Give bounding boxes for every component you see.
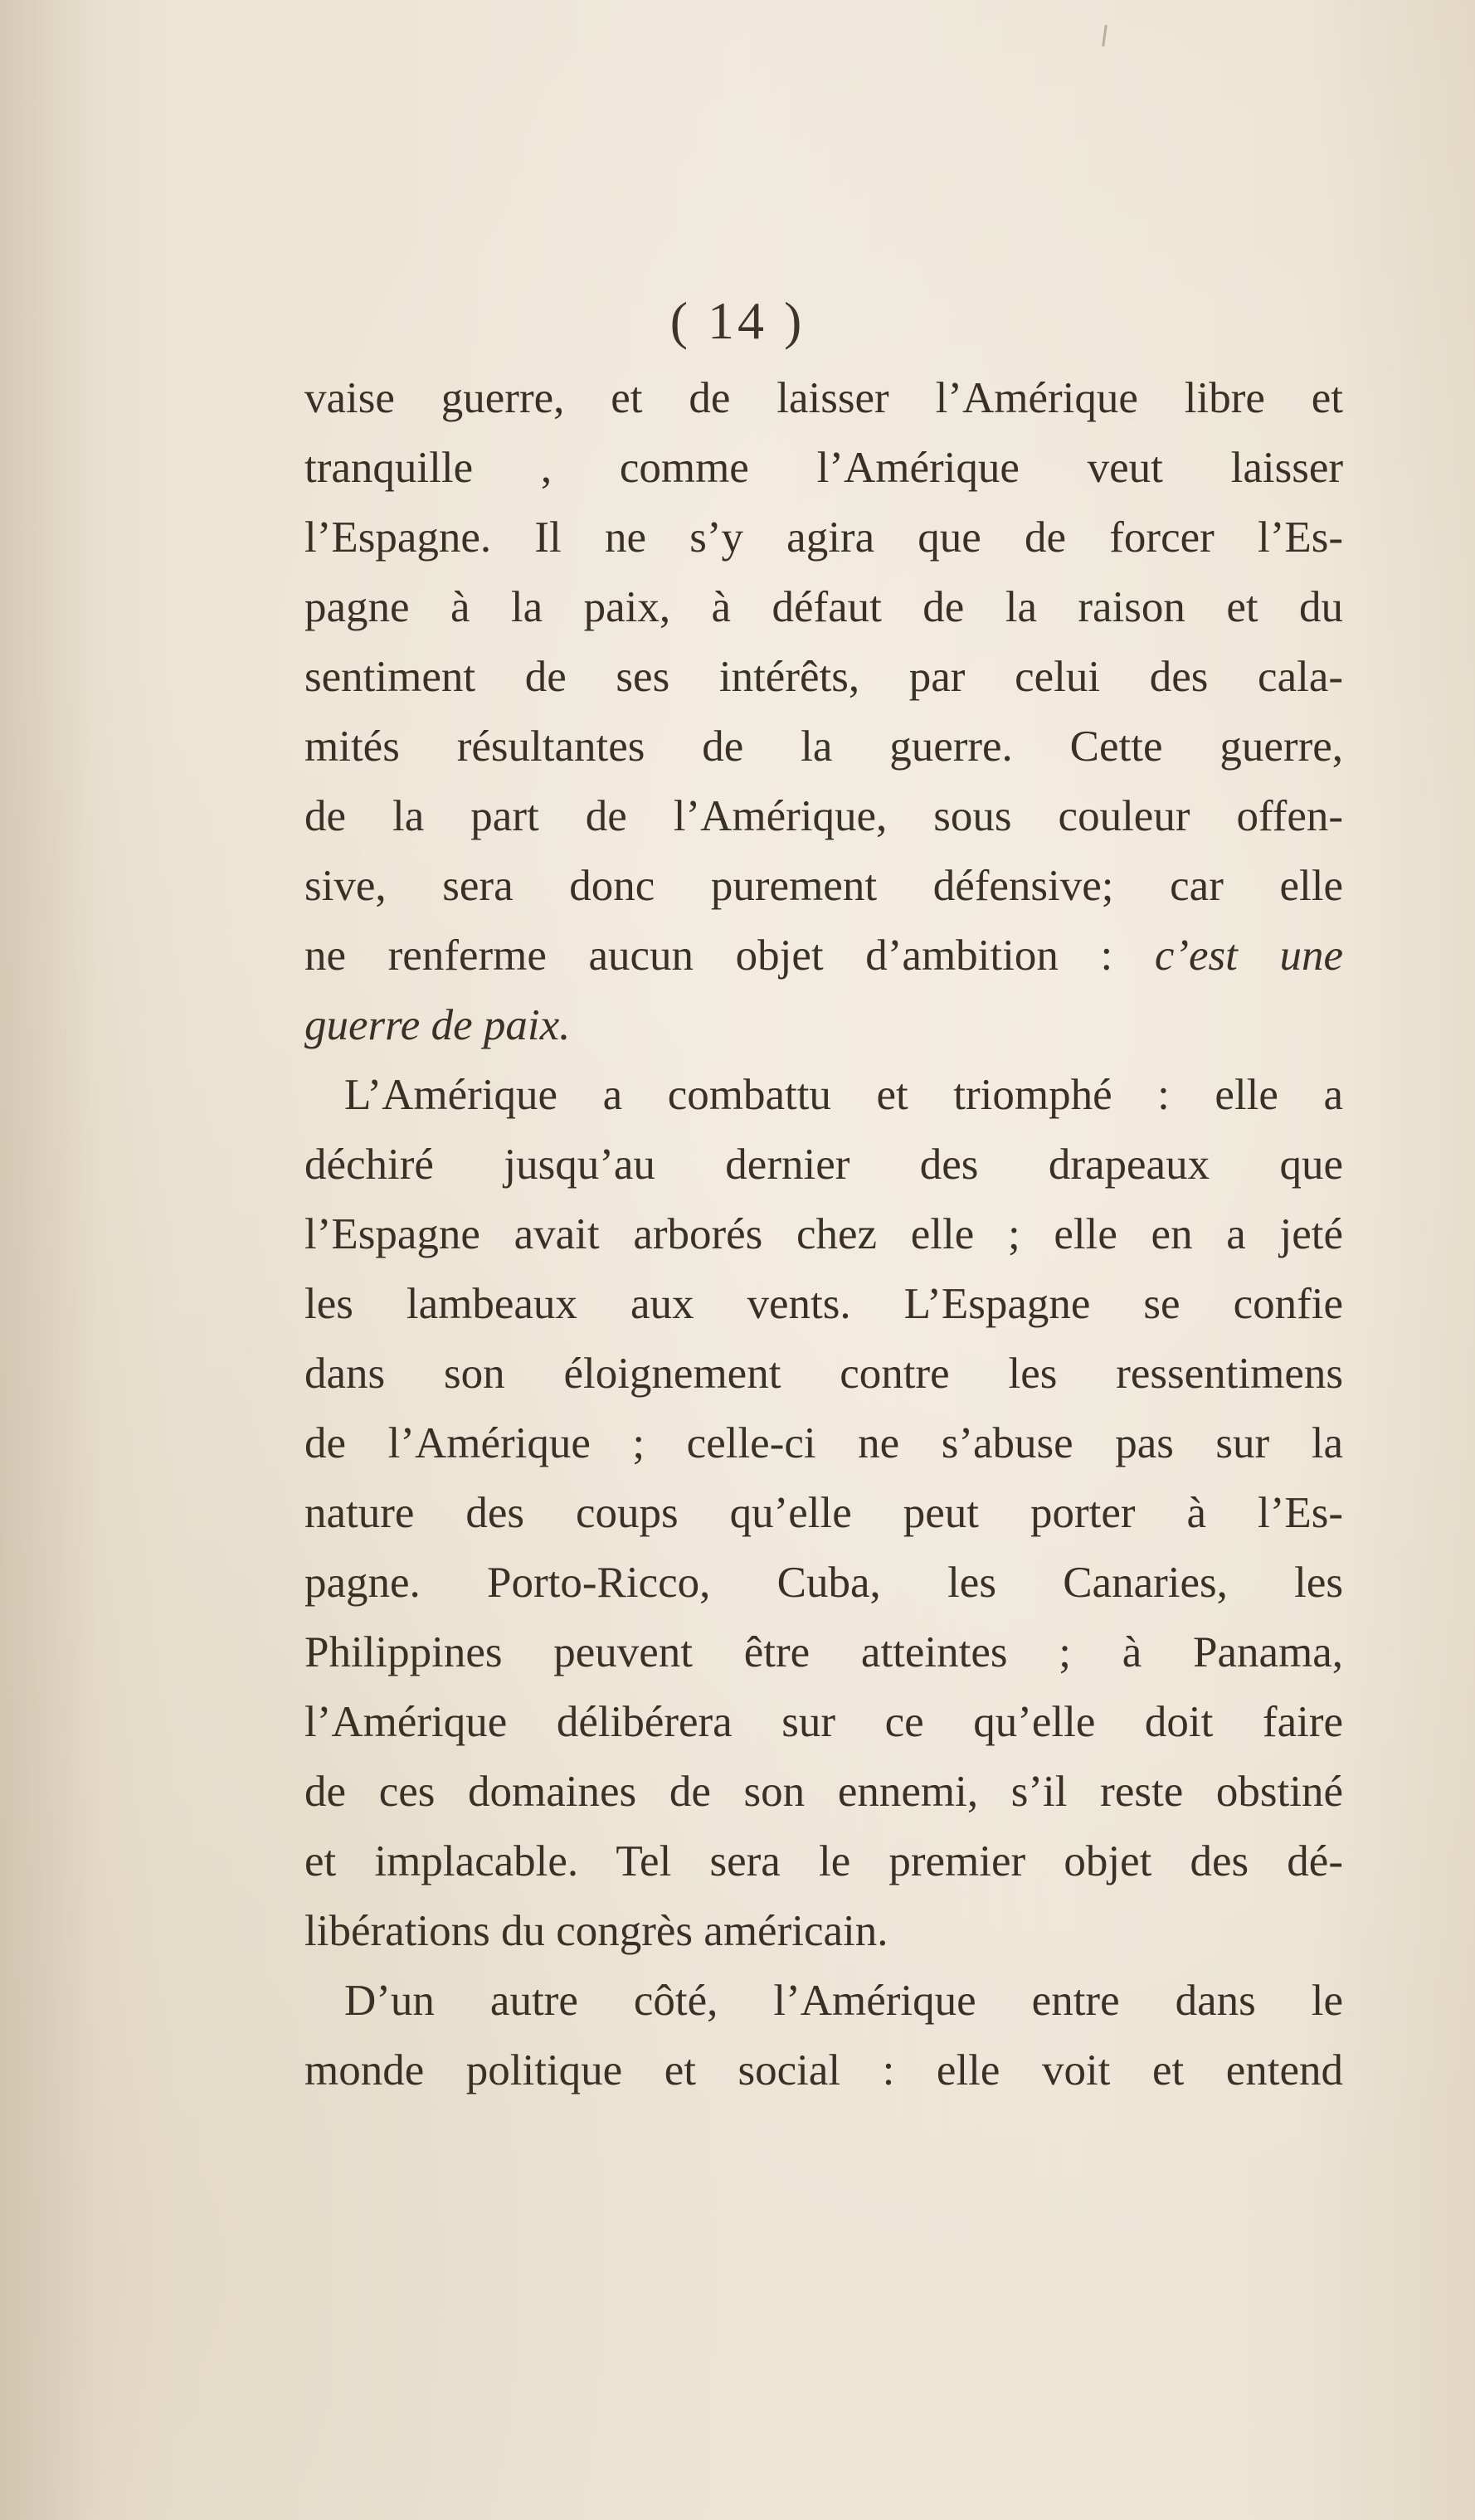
text-line: pagne à la paix, à défaut de la raison et du — [304, 583, 1343, 631]
text-segment: ne renferme aucun objet d’ambition : — [304, 932, 1155, 980]
body-text — [304, 363, 1343, 2105]
text-line: de ces domaines de son ennemi, s’il reste obstiné — [304, 1768, 1343, 1816]
italic-segment: guerre de paix. — [304, 1001, 571, 1049]
page-number: ( 14 ) — [669, 291, 806, 350]
text-line: tranquille , comme l’Amérique veut laisser — [304, 444, 1343, 492]
text-line — [304, 921, 1343, 990]
italic-segment: c’est une — [1154, 932, 1344, 980]
text-line: mités résultantes de la guerre. Cette guerre, — [304, 722, 1343, 771]
text-line: de la part de l’Amérique, sous couleur offen- — [304, 792, 1343, 840]
text-line: l’Espagne. Il ne s’y agira que de forcer l’Es- — [304, 513, 1343, 562]
text-line: Philippines peuvent être atteintes ; à Panama, — [304, 1628, 1343, 1676]
text-line: déchiré jusqu’au dernier des drapeaux que — [304, 1141, 1343, 1189]
text-line: nature des coups qu’elle peut porter à l’Es- — [304, 1489, 1343, 1537]
text-line: libérations du congrès américain. — [304, 1907, 888, 1955]
text-line: de l’Amérique ; celle-ci ne s’abuse pas sur la — [304, 1419, 1343, 1467]
text-line: sive, sera donc purement défensive; car elle — [304, 862, 1343, 910]
text-line: vaise guerre, et de laisser l’Amérique libre et — [304, 374, 1343, 422]
text-line: les lambeaux aux vents. L’Espagne se confie — [304, 1280, 1343, 1328]
gutter-shadow — [0, 0, 100, 2520]
text-line: et implacable. Tel sera le premier objet des dé- — [304, 1837, 1343, 1885]
text-line: monde politique et social : elle voit et entend — [304, 2046, 1343, 2094]
text-line — [304, 990, 1343, 1060]
text-line: L’Amérique a combattu et triomphé : elle a — [344, 1071, 1343, 1119]
text-line: sentiment de ses intérêts, par celui des cala- — [304, 653, 1343, 701]
text-line: l’Amérique délibérera sur ce qu’elle doit faire — [304, 1698, 1343, 1746]
text-line: dans son éloignement contre les ressentimens — [304, 1350, 1343, 1398]
text-line: l’Espagne avait arborés chez elle ; elle en a jeté — [304, 1210, 1343, 1258]
text-line: D’un autre côté, l’Amérique entre dans le — [344, 1977, 1343, 2025]
paper-mark — [1102, 25, 1107, 46]
text-line: pagne. Porto-Ricco, Cuba, les Canaries, les — [304, 1559, 1343, 1607]
